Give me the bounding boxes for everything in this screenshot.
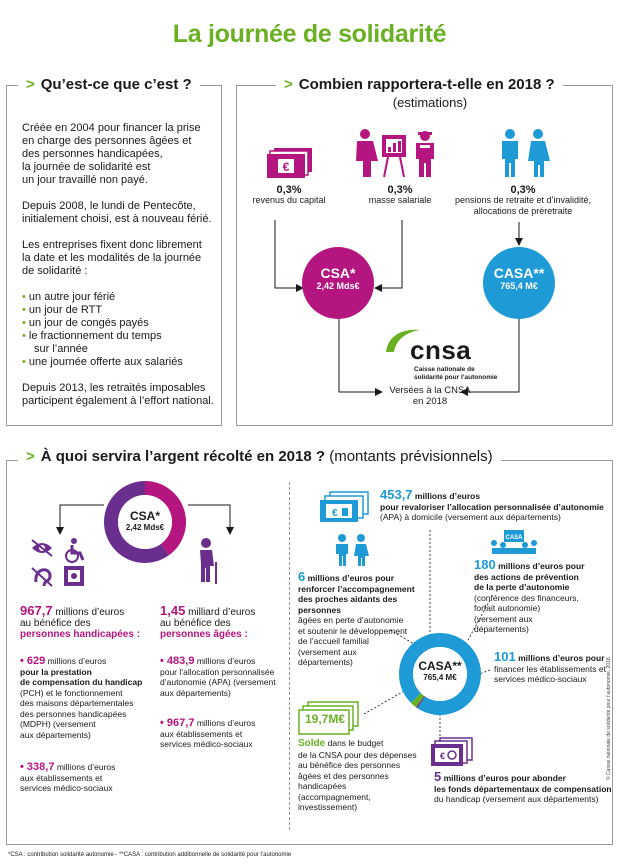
- capital-label: revenus du capital: [252, 195, 326, 205]
- elderly-person-icon: [196, 538, 220, 584]
- copyright: © Caisse nationale de solidarité pour l’autonomie, 2018.: [606, 655, 612, 780]
- para-3: Les entreprises fixent donc librement la date et les modalités de la journée de solidarité :: [22, 239, 202, 277]
- caregivers-text: 6 millions d’euros pour renforcer l’accompagnement des proches aidants des personnes âgées en perte d’autonomie et soutenir le développement de l’accueil familial (versement aux départements): [298, 569, 415, 667]
- disabled-item-1: • 629 millions d’euros pour la prestation de compensation du handicap (PCH) et le fonctionnement des maisons départementales des personnes handicapées (MDPH) (versement aux départements): [20, 655, 143, 740]
- svg-text:€: €: [282, 160, 290, 174]
- what-is-it-text: [22, 122, 220, 408]
- list-item: • le fractionnement du temps: [22, 330, 162, 342]
- svg-text:CASA: CASA: [505, 535, 523, 541]
- balance-text: Solde dans le budget de la CNSA pour des dépenses au bénéfice des personnes âgées et des personnes handicapées (accompagnement, investissement): [298, 738, 417, 812]
- cnsa-logo: cnsa: [410, 335, 472, 365]
- apa-text: 453,7 millions d’euros pour revaloriser l’allocation personnalisée d’autonomie (APA) à domicile (versement aux départements): [380, 487, 604, 522]
- payroll-label: masse salariale: [368, 195, 432, 205]
- list-item-cont: sur l’année: [34, 343, 88, 355]
- what-is-it-header: > Qu’est-ce que c’est ?: [18, 76, 200, 93]
- csa-circle: CSA* 2,42 Mds€: [302, 247, 374, 319]
- cnsa-subtitle: Caisse nationale de solidarité pour l’autonomie: [414, 366, 498, 381]
- capital-percent: 0,3%: [276, 184, 302, 196]
- prevention-text: 180 millions d’euros pour des actions de prévention de la perte d’autonomie (conférence des financeurs, forfait autonomie) (versement aux départements): [474, 557, 585, 634]
- payroll-percent: 0,3%: [387, 184, 413, 196]
- fund-cards-icon: [430, 736, 474, 768]
- casa-donut-slice-1: [420, 702, 421, 703]
- list-item: • un jour de RTT: [22, 304, 103, 316]
- pensions-percent: 0,3%: [510, 184, 536, 196]
- casa-donut-slice-2: [416, 698, 420, 702]
- chevron-right-icon: >: [26, 448, 35, 465]
- establishments-text: 101 millions d’euros pour financer les établissements et services médico-sociaux: [494, 649, 606, 684]
- disability-icons: [30, 538, 92, 588]
- csa-donut-label: CSA* 2,42 Mds€: [125, 509, 165, 532]
- list-item: • un autre jour férié: [22, 291, 116, 303]
- revenue-header: > Combien rapportera-t-elle en 2018 ?: [276, 76, 563, 93]
- balance-amount: 19,7M€: [304, 712, 346, 726]
- bullet-list: [22, 291, 220, 369]
- casa-circle: CASA** 765,4 M€: [483, 247, 555, 319]
- chevron-right-icon: >: [284, 76, 293, 93]
- usage-header: > À quoi servira l’argent récolté en 2018 ? (montants prévisionnels): [18, 448, 501, 465]
- list-item: • un jour de congés payés: [22, 317, 149, 329]
- para-4: Depuis 2013, les retraités imposables participent également à l’effort national.: [22, 382, 214, 407]
- svg-text:€: €: [332, 508, 338, 519]
- casa-donut-label: CASA** 765,4 M€: [418, 659, 462, 682]
- employees-icon: [352, 127, 442, 179]
- retirees-icon: [496, 128, 552, 178]
- footnote: *CSA : contribution solidarité autonomie - **CASA : contribution additionnelle de solidarité pour l’autonomie: [8, 852, 292, 858]
- para-1: Créée en 2004 pour financer la prise en charge des personnes âgées et des personnes handicapées, la journée de solidarité est un jour travaillé non payé.: [22, 122, 201, 186]
- fund-text: 5 millions d’euros pour abonder les fonds départementaux de compensation du handicap (versement aux départements): [434, 769, 612, 804]
- para-2: Depuis 2008, le lundi de Pentecôte, initialement choisi, est à nouveau férié.: [22, 200, 212, 225]
- disabled-item-2: • 338,7 millions d’euros aux établissements et services médico-sociaux: [20, 761, 116, 793]
- elderly-summary: 1,45 milliard d’euros au bénéfice des personnes âgées :: [160, 603, 256, 640]
- list-item: • une journée offerte aux salariés: [22, 356, 183, 368]
- paid-to-cnsa: Versées à la CNSA en 2018: [389, 385, 471, 407]
- pensions-label: pensions de retraite et d’invalidité, allocations de préretraite: [454, 195, 592, 216]
- capital-euro-icon: [266, 146, 314, 180]
- svg-text:€: €: [440, 751, 446, 761]
- elderly-item-1: • 483,9 millions d’euros pour l’allocation personnalisée d’autonomie (APA) (versement aux départements): [160, 655, 276, 698]
- disabled-summary: 967,7 millions d’euros au bénéfice des personnes handicapées :: [20, 603, 141, 640]
- page-title: La journée de solidarité: [172, 20, 447, 48]
- revenue-subheader: (estimations): [392, 95, 468, 110]
- elderly-item-2: • 967,7 millions d’euros aux établissements et services médico-sociaux: [160, 717, 256, 749]
- chevron-right-icon: >: [26, 76, 35, 93]
